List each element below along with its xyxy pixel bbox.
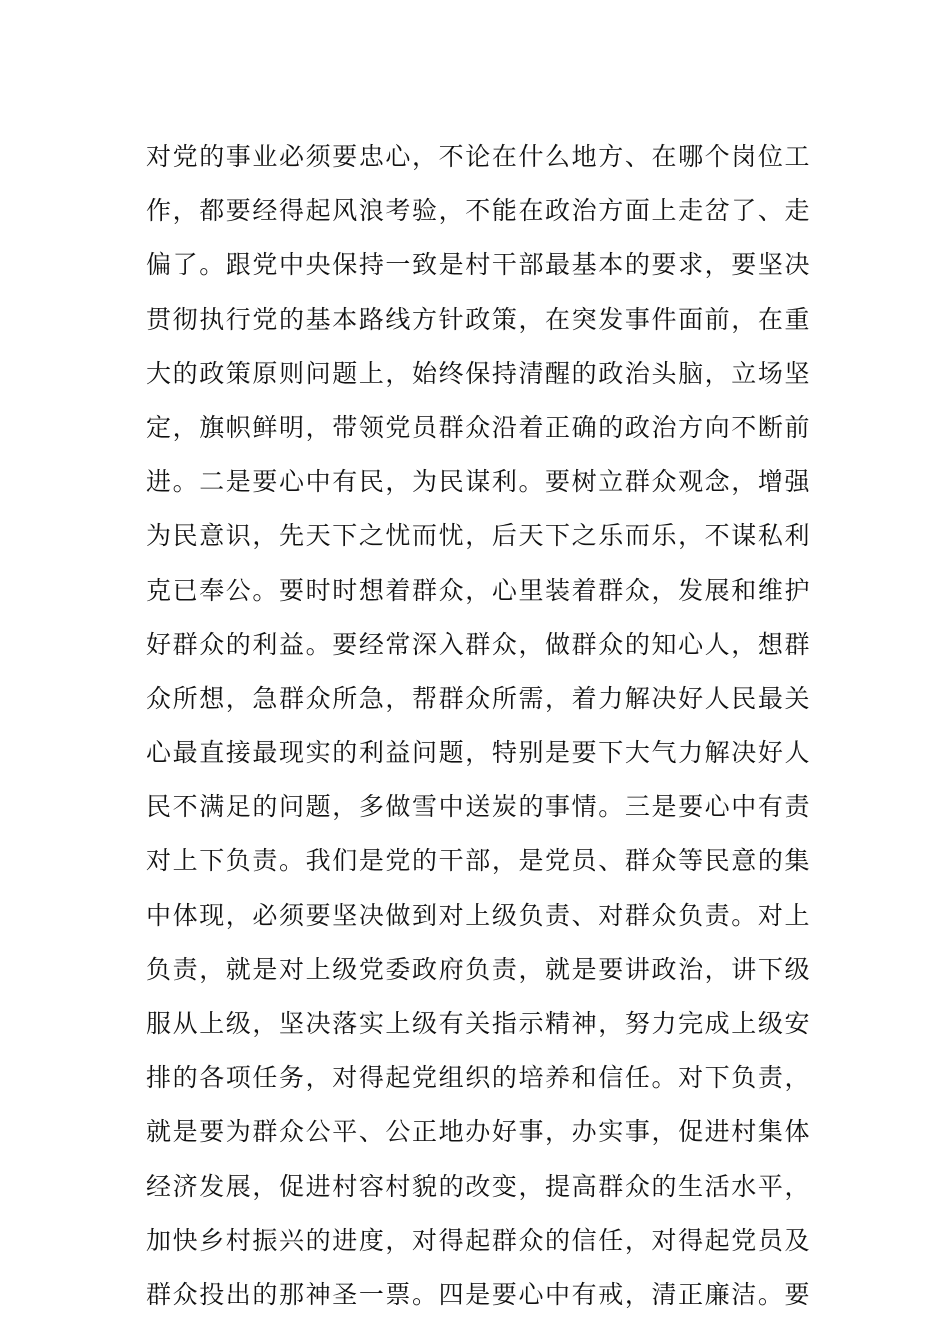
text-line-12: 心最直接最现实的利益问题，特别是要下大气力解决好人	[146, 738, 810, 768]
text-line-6: 定，旗帜鲜明，带领党员群众沿着正确的政治方向不断前	[146, 412, 810, 442]
text-line-7: 进。二是要心中有民，为民谋利。要树立群众观念，增强	[146, 467, 810, 497]
text-line-15: 中体现，必须要坚决做到对上级负责、对群众负责。对上	[146, 900, 810, 930]
text-line-10: 好群众的利益。要经常深入群众，做群众的知心人，想群	[146, 629, 810, 659]
text-line-13: 民不满足的问题，多做雪中送炭的事情。三是要心中有责	[146, 792, 810, 822]
text-line-3: 偏了。跟党中央保持一致是村干部最基本的要求，要坚决	[146, 250, 810, 280]
text-line-4: 贯彻执行党的基本路线方针政策，在突发事件面前，在重	[146, 304, 810, 334]
text-line-14: 对上下负责。我们是党的干部，是党员、群众等民意的集	[146, 846, 810, 876]
text-line-5: 大的政策原则问题上，始终保持清醒的政治头脑，立场坚	[146, 358, 810, 388]
text-line-19: 就是要为群众公平、公正地办好事，办实事，促进村集体	[146, 1117, 810, 1147]
text-line-16: 负责，就是对上级党委政府负责，就是要讲政治，讲下级	[146, 954, 810, 984]
text-line-1: 对党的事业必须要忠心，不论在什么地方、在哪个岗位工	[146, 142, 810, 171]
text-line-2: 作，都要经得起风浪考验，不能在政治方面上走岔了、走	[146, 196, 810, 226]
text-line-22: 群众投出的那神圣一票。四是要心中有戒，清正廉洁。要	[146, 1279, 810, 1309]
text-line-9: 克已奉公。要时时想着群众，心里装着群众，发展和维护	[146, 575, 810, 605]
text-line-20: 经济发展，促进村容村貌的改变，提高群众的生活水平，	[146, 1171, 810, 1201]
body-paragraph	[146, 130, 810, 1322]
text-line-17: 服从上级，坚决落实上级有关指示精神，努力完成上级安	[146, 1009, 810, 1038]
text-line-18: 排的各项任务，对得起党组织的培养和信任。对下负责，	[146, 1063, 810, 1093]
text-line-21: 加快乡村振兴的进度，对得起群众的信任，对得起党员及	[146, 1225, 810, 1255]
text-line-11: 众所想，急群众所急，帮群众所需，着力解决好人民最关	[146, 683, 810, 713]
text-line-8: 为民意识，先天下之忧而忧，后天下之乐而乐，不谋私利	[146, 521, 810, 551]
